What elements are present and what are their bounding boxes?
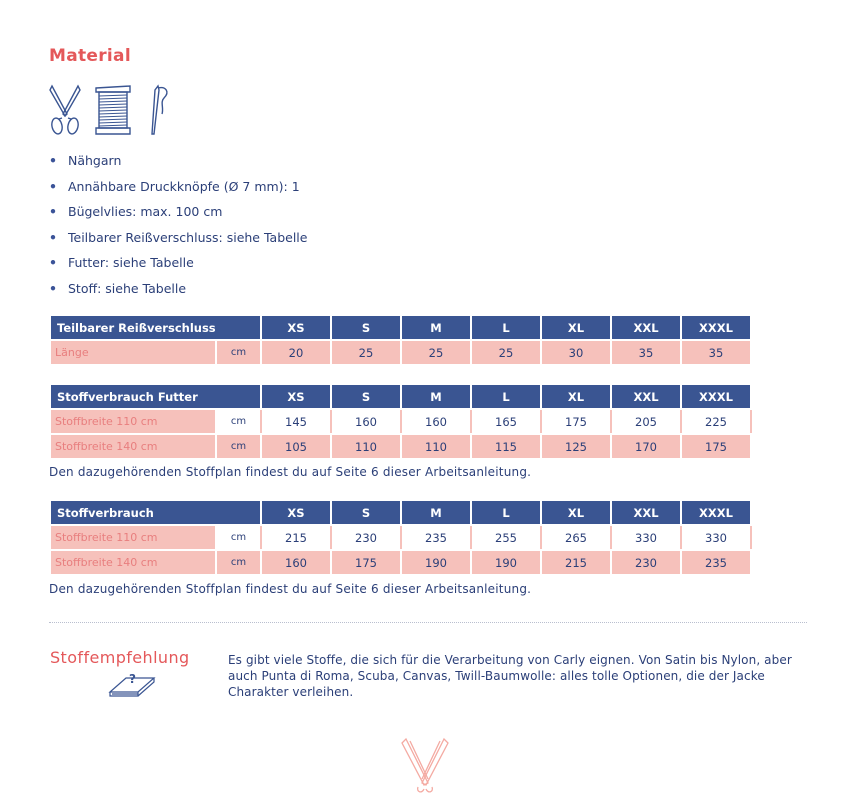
- section-divider: [49, 622, 807, 623]
- size-header: XL: [541, 500, 611, 525]
- table-row: [50, 340, 751, 365]
- size-header: M: [401, 384, 471, 409]
- table-cell: 330: [611, 525, 681, 550]
- size-header: XXXL: [681, 500, 751, 525]
- size-header: XL: [541, 384, 611, 409]
- table-cell: 175: [681, 434, 751, 459]
- table-cell: 170: [611, 434, 681, 459]
- material-heading: Material: [49, 46, 131, 66]
- fabric-question-icon: [108, 670, 158, 700]
- table-cell: 25: [401, 340, 471, 365]
- row-label: Stoffbreite 110 cm: [50, 525, 216, 550]
- size-header: XXL: [611, 384, 681, 409]
- table-cell: 125: [541, 434, 611, 459]
- size-header: XXXL: [681, 384, 751, 409]
- table-row: [50, 409, 751, 434]
- table-cell: 215: [261, 525, 331, 550]
- table-cell: 115: [471, 434, 541, 459]
- table-header-row: [50, 500, 751, 525]
- row-unit: cm: [216, 409, 261, 434]
- list-item: • Futter: siehe Tabelle: [49, 252, 307, 278]
- list-item: • Teilbarer Reißverschluss: siehe Tabelle: [49, 227, 307, 253]
- row-unit: cm: [216, 525, 261, 550]
- size-header: XL: [541, 315, 611, 340]
- size-header: XXL: [611, 315, 681, 340]
- size-header: L: [471, 384, 541, 409]
- table-cell: 235: [681, 550, 751, 575]
- table-cell: 160: [331, 409, 401, 434]
- table-cell: 235: [401, 525, 471, 550]
- bullet: •: [49, 229, 57, 245]
- size-header: XS: [261, 384, 331, 409]
- table-cell: 35: [611, 340, 681, 365]
- table-cell: 25: [471, 340, 541, 365]
- size-header: XXXL: [681, 315, 751, 340]
- table-cell: 175: [541, 409, 611, 434]
- table-cell: 110: [331, 434, 401, 459]
- bullet: •: [49, 280, 57, 296]
- row-unit: cm: [216, 550, 261, 575]
- cutting-plan-note: Den dazugehörenden Stoffplan findest du auf Seite 6 dieser Arbeitsanleitung.: [49, 465, 532, 479]
- list-item: • Nähgarn: [49, 150, 307, 176]
- table-cell: 255: [471, 525, 541, 550]
- needle-icon: [142, 84, 172, 136]
- table-cell: 230: [331, 525, 401, 550]
- size-header: M: [401, 315, 471, 340]
- size-header: S: [331, 315, 401, 340]
- scissors-icon: [48, 84, 82, 136]
- table-heading: Teilbarer Reißverschluss: [50, 315, 261, 340]
- table-row: [50, 550, 751, 575]
- size-header: S: [331, 384, 401, 409]
- material-list: [49, 150, 307, 304]
- list-item: • Stoff: siehe Tabelle: [49, 278, 307, 304]
- row-label: Stoffbreite 110 cm: [50, 409, 216, 434]
- bullet: •: [49, 153, 57, 168]
- table-cell: 190: [471, 550, 541, 575]
- table-cell: 230: [611, 550, 681, 575]
- material-icons: [48, 84, 178, 136]
- table-cell: 30: [541, 340, 611, 365]
- size-header: XS: [261, 315, 331, 340]
- recommendation-text: Es gibt viele Stoffe, die sich für die Verarbeitung von Carly eignen. Von Satin bis Nylon, aber auch Punta di Roma, Scuba, Canvas, Twill-Baumwolle: alles tolle Optionen, die der Jacke Charakter verleihen.: [228, 653, 792, 699]
- size-header: L: [471, 500, 541, 525]
- table-cell: 215: [541, 550, 611, 575]
- list-item: • Annähbare Druckknöpfe (Ø 7 mm): 1: [49, 176, 307, 202]
- size-header: L: [471, 315, 541, 340]
- table-header-row: [50, 384, 751, 409]
- table-cell: 225: [681, 409, 751, 434]
- bullet: •: [49, 178, 57, 194]
- recommendation-heading: Stoffempfehlung: [50, 648, 190, 667]
- row-unit: cm: [216, 434, 261, 459]
- bullet: •: [49, 255, 57, 271]
- table-cell: 265: [541, 525, 611, 550]
- size-header: M: [401, 500, 471, 525]
- table-cell: 35: [681, 340, 751, 365]
- size-header: S: [331, 500, 401, 525]
- table-row: [50, 434, 751, 459]
- table-cell: 175: [331, 550, 401, 575]
- table-cell: 190: [401, 550, 471, 575]
- zipper-table: [49, 314, 752, 366]
- table-cell: 160: [401, 409, 471, 434]
- row-label: Länge: [50, 340, 216, 365]
- table-cell: 165: [471, 409, 541, 434]
- row-label: Stoffbreite 140 cm: [50, 434, 216, 459]
- table-header-row: [50, 315, 751, 340]
- lining-table: [49, 383, 752, 460]
- size-header: XXL: [611, 500, 681, 525]
- row-unit: cm: [216, 340, 261, 365]
- table-cell: 110: [401, 434, 471, 459]
- size-header: XS: [261, 500, 331, 525]
- table-heading: Stoffverbrauch: [50, 500, 261, 525]
- list-item: • Bügelvlies: max. 100 cm: [49, 201, 307, 227]
- table-cell: 160: [261, 550, 331, 575]
- table-cell: 20: [261, 340, 331, 365]
- table-cell: 105: [261, 434, 331, 459]
- table-cell: 145: [261, 409, 331, 434]
- fabric-table: [49, 499, 752, 576]
- row-label: Stoffbreite 140 cm: [50, 550, 216, 575]
- scissors-icon: [400, 737, 450, 795]
- table-cell: 330: [681, 525, 751, 550]
- table-heading: Stoffverbrauch Futter: [50, 384, 261, 409]
- cutting-plan-note: Den dazugehörenden Stoffplan findest du auf Seite 6 dieser Arbeitsanleitung.: [49, 582, 532, 596]
- table-cell: 205: [611, 409, 681, 434]
- table-row: [50, 525, 751, 550]
- bullet: •: [49, 204, 57, 220]
- thread-spool-icon: [94, 84, 132, 136]
- svg-text:?: ?: [129, 672, 136, 686]
- table-cell: 25: [331, 340, 401, 365]
